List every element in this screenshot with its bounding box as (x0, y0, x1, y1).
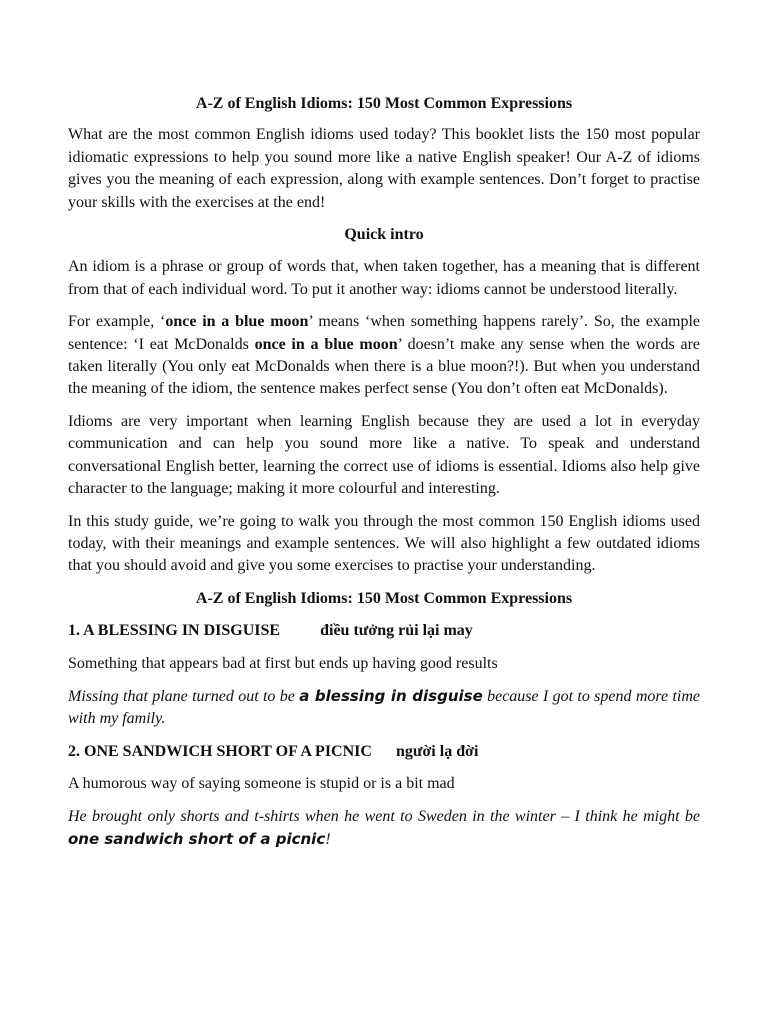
example-text: Missing that plane turned out to be (68, 687, 300, 705)
idiom-name: 2. ONE SANDWICH SHORT OF A PICNIC (68, 742, 372, 760)
idiom-example (68, 806, 700, 852)
example-text: ’ means ‘when something happens rarely’. So, the example sentence: ‘I eat McDonalds (68, 313, 701, 353)
example-paragraph (68, 311, 700, 401)
example-text: ! (325, 830, 331, 848)
idiom-heading (68, 741, 700, 763)
example-text: because I got to spend more time with my family. (68, 687, 701, 728)
idiom-translation: điều tưởng rủi lại may (320, 622, 473, 640)
idiom-highlight: once in a blue moon (165, 313, 309, 331)
document-title: A-Z of English Idioms: 150 Most Common Expressions (195, 95, 573, 112)
idiom-example (68, 685, 700, 731)
study-guide-paragraph: In this study guide, we’re going to walk you through the most common 150 English idioms used today, with their meanings and example sentences. We will also highlight a few outdated idioms that you should avoid and give you some exercises to practise your understanding. (68, 512, 700, 575)
idiom-heading (68, 620, 700, 642)
example-text: For example, ‘ (68, 313, 166, 331)
idiom-highlight: once in a blue moon (254, 335, 398, 353)
importance-paragraph: Idioms are very important when learning English because they are used a lot in everyday communication and can help you sound more like a native. To speak and understand conversational English better, learning the correct use of idioms is essential. Idioms also help give character to the language; making it more colourful and interesting. (68, 412, 700, 498)
idiom-meaning: A humorous way of saying someone is stupid or is a bit mad (68, 775, 455, 793)
idiom-highlight: one sandwich short of a picnic (68, 829, 326, 848)
intro-paragraph: What are the most common English idioms used today? This booklet lists the 150 most popular idiomatic expressions to help you sound more like a native English speaker! Our A-Z of idioms gives you the meaning of each expression, along with example sentences. Don’t forget to practise your skills with the exercises at the end! (68, 126, 700, 211)
idiom-highlight: a blessing in disguise (299, 686, 483, 705)
idiom-translation: người lạ đời (395, 742, 479, 760)
example-text: ’ doesn’t make any sense when the words are taken literally (You only eat McDonalds when there is a blue moon?!). But when you understand the meaning of the idiom, the sentence makes perfect sense (You don’t often eat McDonalds). (68, 335, 701, 398)
example-text: He brought only shorts and t-shirts when he went to Sweden in the winter – I think he might be (68, 807, 700, 825)
list-title: A-Z of English Idioms: 150 Most Common Expressions (195, 589, 573, 607)
idiom-name: 1. A BLESSING IN DISGUISE (68, 622, 281, 640)
idiom-definition-paragraph: An idiom is a phrase or group of words that, when taken together, has a meaning that is different from that of each individual word. To put it another way: idioms cannot be understood literally. (68, 258, 700, 298)
document-page (68, 93, 700, 861)
quick-intro-heading: Quick intro (344, 226, 424, 244)
idiom-meaning: Something that appears bad at first but ends up having good results (68, 654, 498, 672)
